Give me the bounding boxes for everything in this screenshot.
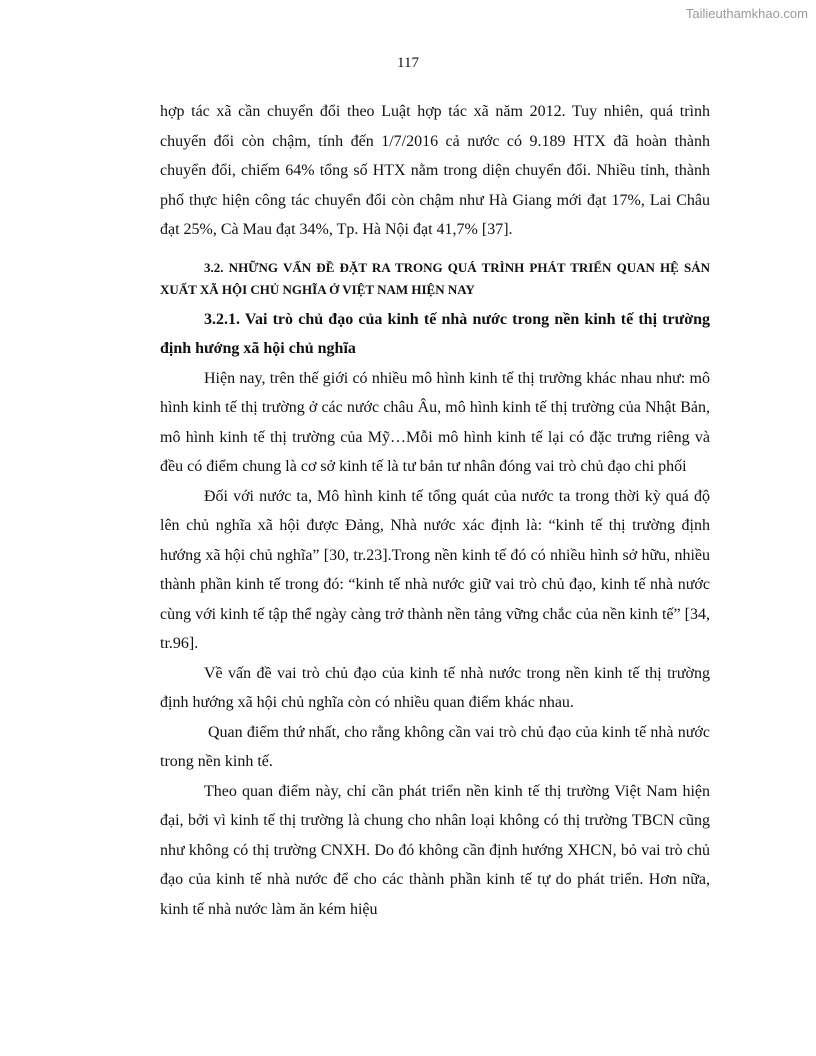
paragraph-continuation: hợp tác xã cần chuyển đổi theo Luật hợp tác xã năm 2012. Tuy nhiên, quá trình chuyển đổi còn chậm, tính đến 1/7/2016 cả nước có 9.189 HTX đã hoàn thành chuyển đổi, chiếm 64% tổng số HTX nằm trong diện chuyển đổi. Nhiều tỉnh, thành phố thực hiện công tác chuyển đổi còn chậm như Hà Giang mới đạt 17%, Lai Châu đạt 25%, Cà Mau đạt 34%, Tp. Hà Nội đạt 41,7% [37]. (160, 103, 710, 238)
page-number: 117 (397, 55, 419, 71)
document-body (160, 97, 710, 924)
paragraph-viewpoints: Về vấn đề vai trò chủ đạo của kinh tế nhà nước trong nền kinh tế thị trường định hướng xã hội chủ nghĩa còn có nhiều quan điểm khác nhau. (160, 664, 710, 711)
subsection-heading: 3.2.1. Vai trò chủ đạo của kinh tế nhà nước trong nền kinh tế thị trường định hướng xã hội chủ nghĩa (160, 310, 710, 357)
paragraph-viewpoint-explanation: Theo quan điểm này, chỉ cần phát triển nền kinh tế thị trường Việt Nam hiện đại, bởi vì kinh tế thị trường là chung cho nhân loại không có thị trường TBCN cũng như không có thị trường CNXH. Do đó không cần định hướng XHCN, bỏ vai trò chủ đạo của kinh tế nhà nước để cho các thành phần kinh tế tự do phát triển. Hơn nữa, kinh tế nhà nước làm ăn kém hiệu (160, 782, 710, 918)
watermark: Tailieuthamkhao.com (685, 6, 808, 21)
paragraph-market-models: Hiện nay, trên thế giới có nhiều mô hình kinh tế thị trường khác nhau như: mô hình kinh tế thị trường ở các nước châu Âu, mô hình kinh tế thị trường của Nhật Bản, mô hình kinh tế thị trường của Mỹ…Mỗi mô hình kinh tế lại có đặc trưng riêng và đều có điểm chung là cơ sở kinh tế là tư bản tư nhân đóng vai trò chủ đạo chi phối (160, 369, 710, 475)
paragraph-vietnam-model: Đối với nước ta, Mô hình kinh tế tổng quát của nước ta trong thời kỳ quá độ lên chủ nghĩa xã hội được Đảng, Nhà nước xác định là: “kinh tế thị trường định hướng xã hội chủ nghĩa” [30, tr.23].Trong nền kinh tế đó có nhiều hình sở hữu, nhiều thành phần kinh tế trong đó: “kinh tế nhà nước giữ vai trò chủ đạo, kinh tế nhà nước cùng với kinh tế tập thể ngày càng trở thành nền tảng vững chắc của nền kinh tế” [34, tr.96]. (160, 487, 710, 652)
paragraph-first-viewpoint: Quan điểm thứ nhất, cho rằng không cần vai trò chủ đạo của kinh tế nhà nước trong nền kinh tế. (160, 723, 710, 770)
section-heading: 3.2. NHỮNG VẤN ĐỀ ĐẶT RA TRONG QUÁ TRÌNH PHÁT TRIỂN QUAN HỆ SẢN XUẤT XÃ HỘI CHỦ NGHĨA Ở VIỆT NAM HIỆN NAY (160, 259, 710, 297)
